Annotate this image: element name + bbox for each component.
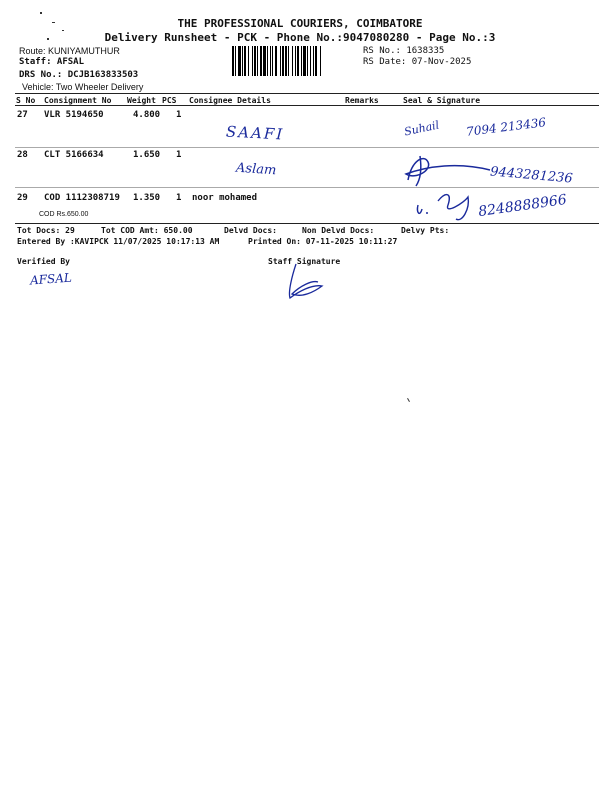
col-header-sno: S No [16,96,36,105]
delivered-docs: Delvd Docs: [224,226,277,235]
barcode-bar [285,46,287,76]
row-sno: 28 [17,150,28,160]
total-docs: Tot Docs: 29 [17,226,75,235]
non-delivered-docs: Non Delvd Docs: [302,226,375,235]
totals-rule [15,223,599,224]
barcode-bar [238,46,241,76]
barcode-bar [267,46,268,76]
barcode-bar [248,46,249,76]
header-bottom-rule [15,105,599,106]
row-sno: 29 [17,193,28,203]
handwritten-phone: 7094 213436 [465,115,547,139]
staff-signature [282,262,328,302]
verified-by-signature: AFSAL [29,270,73,288]
barcode-bar [235,46,236,76]
handwritten-phone: 8248888966 [477,191,568,221]
row-consignee: noor mohamed [192,193,258,203]
barcode-bar [257,46,258,76]
runsheet-subtitle: Delivery Runsheet - PCK - Phone No.:9047080280 - Page No.:3 [104,31,496,44]
barcode-bar [260,46,262,76]
handwritten-receiver-name: Aslam [235,160,277,179]
printed-on: Printed On: 07-11-2025 10:11:27 [248,237,398,246]
barcode-bar [320,46,321,76]
barcode-bar [292,46,293,76]
barcode-bar [280,46,281,76]
barcode-bar [313,46,314,76]
barcode-bar [301,46,302,76]
verified-by-label: Verified By [17,257,70,266]
rs-number: RS No.: 1638335 [363,46,445,56]
barcode-bar [315,46,317,76]
barcode-bar [270,46,271,76]
handwritten-phone: 9443281236 [489,164,574,187]
barcode-bar [254,46,256,76]
delivery-points: Delvy Pts: [401,226,450,235]
barcode-bar [244,46,246,76]
barcode-bar [288,46,289,76]
barcode-bar [282,46,284,76]
vehicle-label: Vehicle: Two Wheeler Delivery [22,82,144,92]
row-weight: 1.350 [133,193,161,203]
barcode-bar [252,46,253,76]
scan-speck [407,398,410,402]
row-weight: 4.800 [133,110,161,120]
row-consignment: COD 1112308719 [44,193,120,203]
col-header-consignment: Consignment No [44,96,112,105]
cod-note: COD Rs.650.00 [39,211,89,218]
company-title: THE PROFESSIONAL COURIERS, COIMBATORE [177,17,423,30]
row-consignment: VLR 5194650 [44,110,104,120]
staff-label: Staff: AFSAL [19,57,85,67]
handwritten-signature: Suhail [403,118,441,139]
total-cod-amount: Tot COD Amt: 650.00 [101,226,193,235]
barcode-bar [272,46,273,76]
barcode-bar [297,46,299,76]
col-header-weight: Weight [127,96,156,105]
handwritten-receiver-name: SAAFI [225,122,285,144]
barcode-bar [242,46,243,76]
col-header-consignee: Consignee Details [189,96,271,105]
row-pcs: 1 [176,110,182,120]
row-sno: 27 [17,110,28,120]
barcode-bar [275,46,277,76]
entered-by: Entered By :KAVIPCK 11/07/2025 10:17:13 AM [17,237,220,246]
barcode-bar [295,46,296,76]
drs-number: DRS No.: DCJB163833503 [19,70,139,80]
handwritten-signature [412,183,482,225]
col-header-pcs: PCS [162,96,177,105]
route-label: Route: KUNIYAMUTHUR [19,46,120,56]
col-header-remarks: Remarks [345,96,379,105]
row-weight: 1.650 [133,150,161,160]
barcode-bar [232,46,234,76]
barcode-bar [307,46,308,76]
staff-signature-label: Staff Signature [268,257,341,266]
barcode-bar [303,46,306,76]
rs-date: RS Date: 07-Nov-2025 [363,57,472,67]
barcode [232,46,358,76]
barcode-bar [310,46,311,76]
row-consignment: CLT 5166634 [44,150,104,160]
row-pcs: 1 [176,193,182,203]
row-pcs: 1 [176,150,182,160]
col-header-seal: Seal & Signature [403,96,481,105]
barcode-bar [263,46,266,76]
row-divider [15,147,599,148]
header-top-rule [15,93,599,94]
row-divider [15,187,599,188]
scan-speck [40,12,42,14]
